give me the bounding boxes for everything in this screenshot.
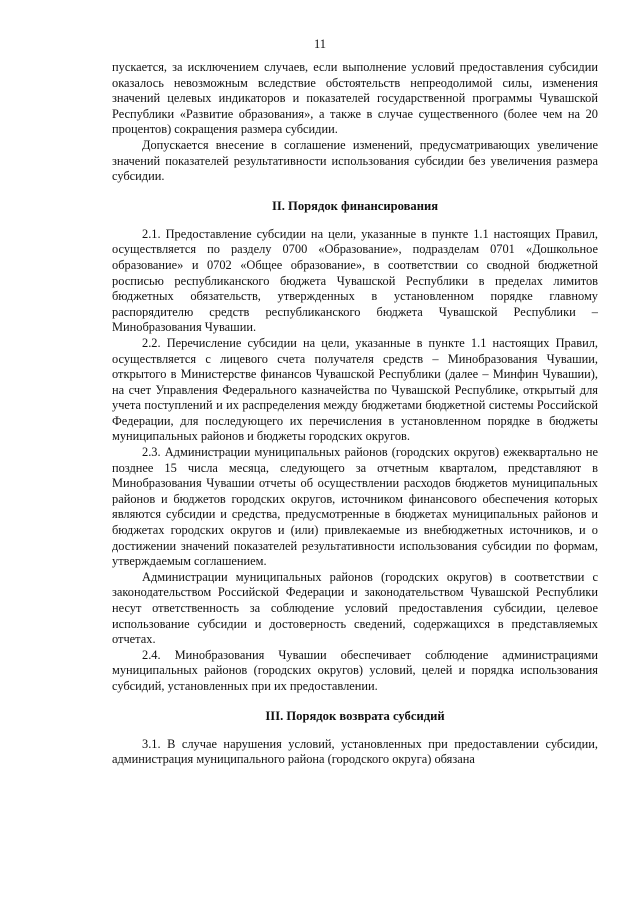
document-body <box>112 60 598 768</box>
paragraph: Допускается внесение в соглашение изменений, предусматривающих увеличение значений показателей результативности использования субсидии без увеличения размера субсидии. <box>112 137 598 184</box>
paragraph: Администрации муниципальных районов (городских округов) в соответствии с законодательством Российской Федерации и законодательством Чувашской Республики несут ответственность за соблюдение условий предоставления субсидии, целевое использование субсидии и достоверность сведений, содержащихся в представляемых отчетах. <box>112 569 598 647</box>
section-heading: III. Порядок возврата субсидий <box>265 708 445 723</box>
paragraph: 2.4. Минобразования Чувашии обеспечивает соблюдение администрациями муниципальных районов (городских округов) условий, целей и порядка использования субсидий, установленных при их предоставлении. <box>112 647 598 693</box>
paragraph: 2.2. Перечисление субсидии на цели, указанные в пункте 1.1 настоящих Правил, осуществляется с лицевого счета получателя средств – Минобразования Чувашии, открытого в Министерстве финансов Чувашской Республики (далее – Минфин Чувашии), на счет Управления Федерального казначейства по Чувашской Республике, открытый для учета поступлений и их распределения между бюджетами бюджетной системы Российской Федерации, для последующего их перечисления в установленном порядке в бюджеты муниципальных районов и бюджеты городских округов. <box>112 335 598 444</box>
paragraph-continuation: пускается, за исключением случаев, если выполнение условий предоставления субсидии оказалось невозможным вследствие обстоятельств непреодолимой силы, изменения значений целевых индикаторов и показателей государственной программы Чувашской Республики «Развитие образования», а также в случае существенного (более чем на 20 процентов) сокращения размера субсидии. <box>112 60 598 137</box>
section-heading: II. Порядок финансирования <box>271 198 439 213</box>
page-number: 11 <box>313 37 327 51</box>
paragraph: 3.1. В случае нарушения условий, установленных при предоставлении субсидии, администрация муниципального района (городского округа) обязана <box>112 736 598 767</box>
paragraph: 2.1. Предоставление субсидии на цели, указанные в пункте 1.1 настоящих Правил, осуществляется по разделу 0700 «Образование», подразделам 0701 «Дошкольное образование» и 0702 «Общее образование», в соответствии со сводной бюджетной росписью республиканского бюджета Чувашской Республики в пределах лимитов бюджетных обязательств, утвержденных в установленном порядке главному распорядителю средств республиканского бюджета Чувашской Республики – Минобразования Чувашии. <box>112 226 598 335</box>
paragraph: 2.3. Администрации муниципальных районов (городских округов) ежеквартально не позднее 15 числа месяца, следующего за отчетным кварталом, представляют в Минобразования Чувашии отчеты об осуществлении расходов бюджетов муниципальных районов и бюджетов городских округов, источником финансового обеспечения которых являются субсидии и средства, предусмотренные в бюджетах муниципальных районов и бюджетах городских округов и (или) привлекаемые из внебюджетных источников, и о достижении значений показателей результативности использования субсидии по формам, утверждаемым соглашением. <box>112 445 598 569</box>
